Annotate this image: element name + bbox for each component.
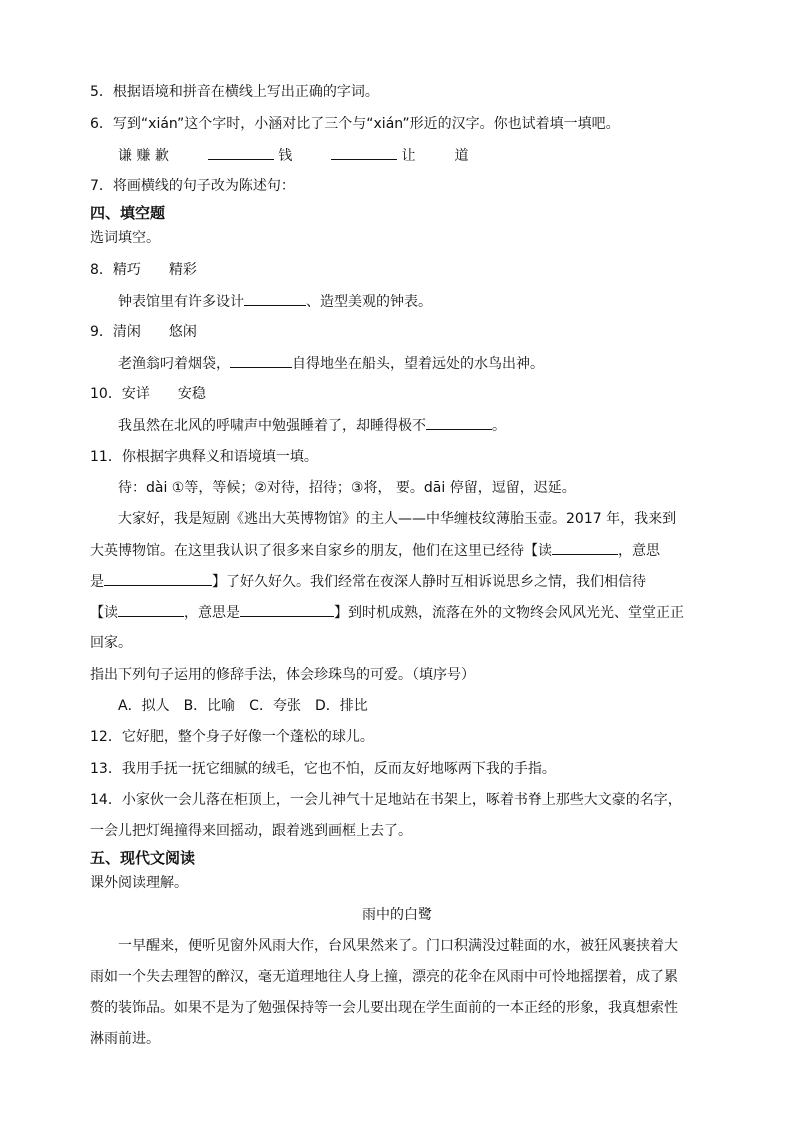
question-11: 11．你根据字典释义和语境填一填。 [90,449,318,465]
question-6-word-1: 钱 [278,148,293,164]
answer-blank[interactable] [230,353,292,368]
question-10-sentence [118,415,506,436]
section-5-heading: 五、现代文阅读 [90,849,196,867]
question-11-passage-line [90,602,684,623]
question-14: 14．小家伙一会儿落在柜顶上，一会儿神气十足地站在书架上，啄着书脊上那些大文豪的名字， [90,792,682,808]
story-paragraph-line: 雨如一个失去理智的醉汉，毫无道理地往人身上撞，漂亮的花伞在风雨中可怜地摇摆着，成了累 [90,969,678,985]
sentence-part: 。 [492,418,506,434]
question-12: 12．它好肥，整个身子好像一个蓬松的球儿。 [90,729,374,745]
question-7: 7．将画横线的句子改为陈述句： [90,178,295,194]
answer-blank[interactable] [208,145,274,160]
section-4-heading: 四、填空题 [90,204,166,222]
question-6: 6．写到“xián”这个字时，小涵对比了三个与“xián”形近的汉字。你也试着填一填吧。 [90,116,620,132]
sentence-part: 钟表馆里有许多设计 [118,294,244,310]
answer-blank[interactable] [552,540,618,555]
question-6-word-2: 让 [401,148,416,164]
rhetoric-options: A．拟人 B．比喻 C．夸张 D．排比 [118,698,368,714]
story-paragraph-line: 淋雨前进。 [90,1031,160,1047]
question-6-fill-row [118,145,469,166]
question-13: 13．我用手抚一抚它细腻的绒毛，它也不怕，反而友好地啄两下我的手指。 [90,761,556,777]
question-11-passage-line [90,540,660,561]
rhetoric-instruction: 指出下列句子运用的修辞手法，体会珍珠鸟的可爱。（填序号） [90,667,475,683]
question-5: 5．根据语境和拼音在横线上写出正确的字词。 [90,84,379,100]
question-9: 9．清闲 悠闲 [90,324,197,340]
sentence-part: 我虽然在北风的呼啸声中勉强睡着了，却睡得极不 [118,418,426,434]
question-11-passage-line [90,571,646,592]
sentence-part: 自得地坐在船头，望着远处的水鸟出神。 [292,356,544,372]
sentence-part: 大英博物馆。在这里我认识了很多来自家乡的朋友，他们在这里已经待【读 [90,543,552,559]
question-11-passage-line: 回家。 [90,635,132,651]
sentence-part: 【读 [90,605,118,621]
sentence-part: 】到时机成熟，流落在外的文物终会风风光光、堂堂正正 [334,605,684,621]
question-10: 10．安详 安稳 [90,386,206,402]
story-paragraph-line: 一早醒来，便听见窗外风雨大作，台风果然来了。门口积满没过鞋面的水，被狂风裹挟着大 [118,938,678,954]
question-8-sentence [118,291,432,312]
question-6-word-3: 道 [454,148,469,164]
sentence-part: ，意思是 [184,605,240,621]
question-6-chars: 谦 赚 歉 [118,148,169,164]
story-paragraph-line: 赘的装饰品。如果不是为了勉强保持等一会儿要出现在学生面前的一本正经的形象，我真想索性 [90,1000,678,1016]
answer-blank[interactable] [331,145,397,160]
sentence-part: 、造型美观的钟表。 [306,294,432,310]
answer-blank[interactable] [104,571,212,586]
question-11-passage-line: 大家好，我是短剧《逃出大英博物馆》的主人——中华缠枝纹薄胎玉壶。2017 年，我来到 [118,511,677,527]
question-14-continued: 一会儿把灯绳撞得来回摇动，跟着逃到画框上去了。 [90,823,412,839]
answer-blank[interactable] [240,602,334,617]
answer-blank[interactable] [426,415,492,430]
answer-blank[interactable] [244,291,306,306]
sentence-part: 老渔翁叼着烟袋， [118,356,230,372]
section-4-intro: 选词填空。 [90,230,160,246]
question-11-definition: 待：dài ①等，等候；②对待，招待；③将， 要。dāi 停留，逗留，迟延。 [118,480,576,496]
sentence-part: ，意思 [618,543,660,559]
question-8: 8．精巧 精彩 [90,262,197,278]
question-9-sentence [118,353,544,374]
sentence-part: 是 [90,574,104,590]
story-title: 雨中的白鹭 [362,907,432,923]
section-5-intro: 课外阅读理解。 [90,875,188,891]
answer-blank[interactable] [118,602,184,617]
sentence-part: 】了好久好久。我们经常在夜深人静时互相诉说思乡之情，我们相信待 [212,574,646,590]
